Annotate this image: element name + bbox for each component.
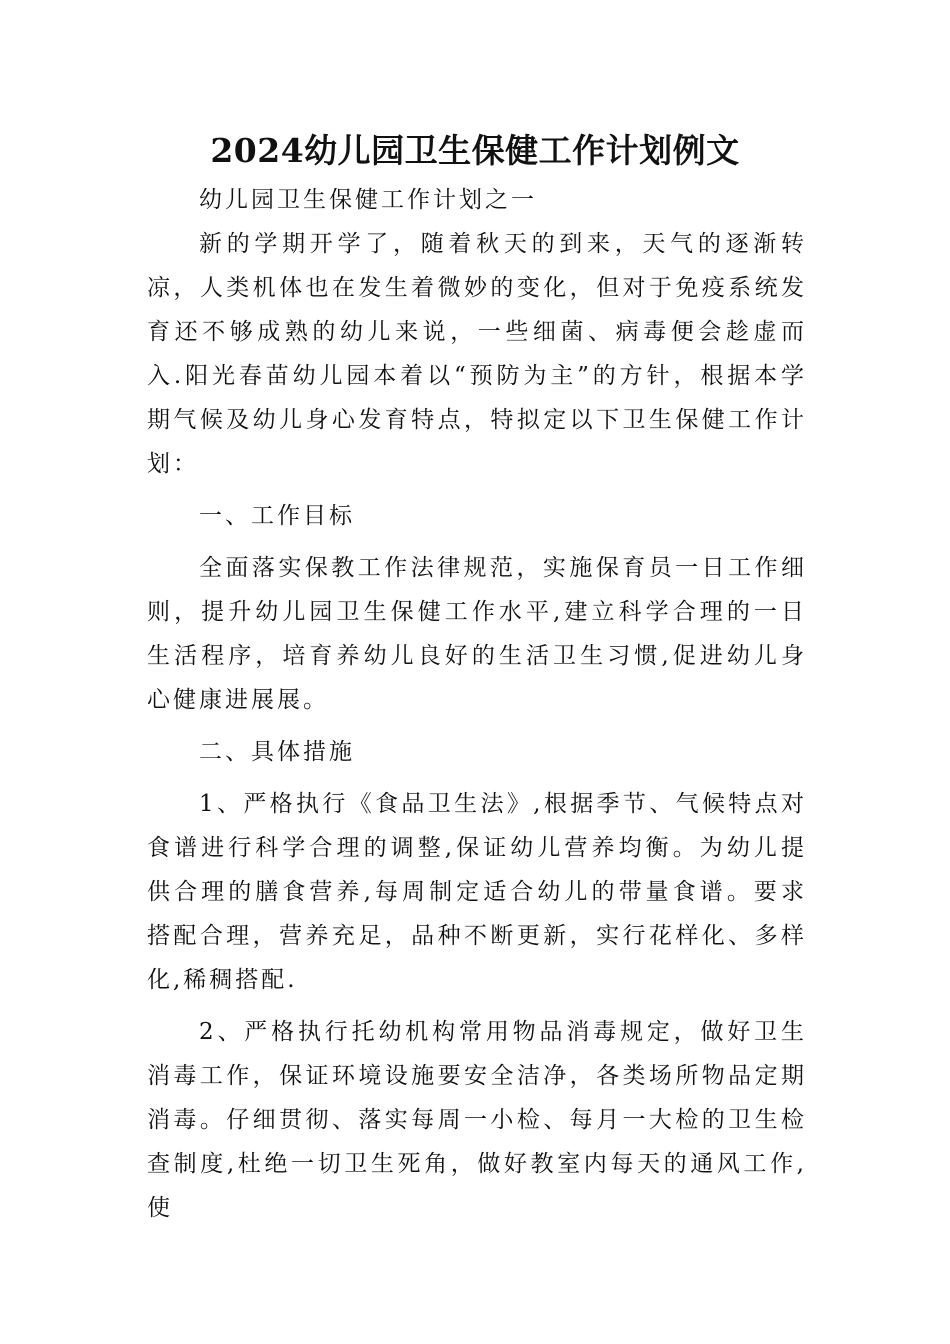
- document-title: 2024幼儿园卫生保健工作计划例文: [210, 131, 740, 170]
- paragraph-work-goals: 全面落实保教工作法律规范，实施保育员一日工作细则，提升幼儿园卫生保健工作水平,建立科学合理的一日生活程序，培育养幼儿良好的生活卫生习惯,促进幼儿身心健康进展展。: [147, 555, 807, 713]
- heading-work-goals: 一、工作目标: [199, 503, 355, 529]
- paragraph-measure-2: 2、严格执行托幼机构常用物品消毒规定，做好卫生消毒工作，保证环境设施要安全洁净，各类场所物品定期消毒。仔细贯彻、落实每周一小检、每月一大检的卫生检查制度,杜绝一切卫生死角，做好教室内每天的通风工作,使: [147, 1019, 807, 1221]
- paragraph-measure-1: 1、严格执行《食品卫生法》,根据季节、气候特点对食谱进行科学合理的调整,保证幼儿营养均衡。为幼儿提供合理的膳食营养,每周制定适合幼儿的带量食谱。要求搭配合理，营养充足，品种不断更新，实行花样化、多样化,稀稠搭配.: [147, 791, 807, 993]
- section-subtitle: 幼儿园卫生保健工作计划之一: [199, 187, 537, 213]
- heading-measures: 二、具体措施: [199, 739, 355, 765]
- document-body: [147, 178, 807, 1230]
- paragraph-intro: 新的学期开学了，随着秋天的到来，天气的逐渐转凉，人类机体也在发生着微妙的变化，但对于免疫系统发育还不够成熟的幼儿来说，一些细菌、病毒便会趁虚而入.阳光春苗幼儿园本着以“预防为主”的方针，根据本学期气候及幼儿身心发育特点，特拟定以下卫生保健工作计划：: [147, 231, 807, 477]
